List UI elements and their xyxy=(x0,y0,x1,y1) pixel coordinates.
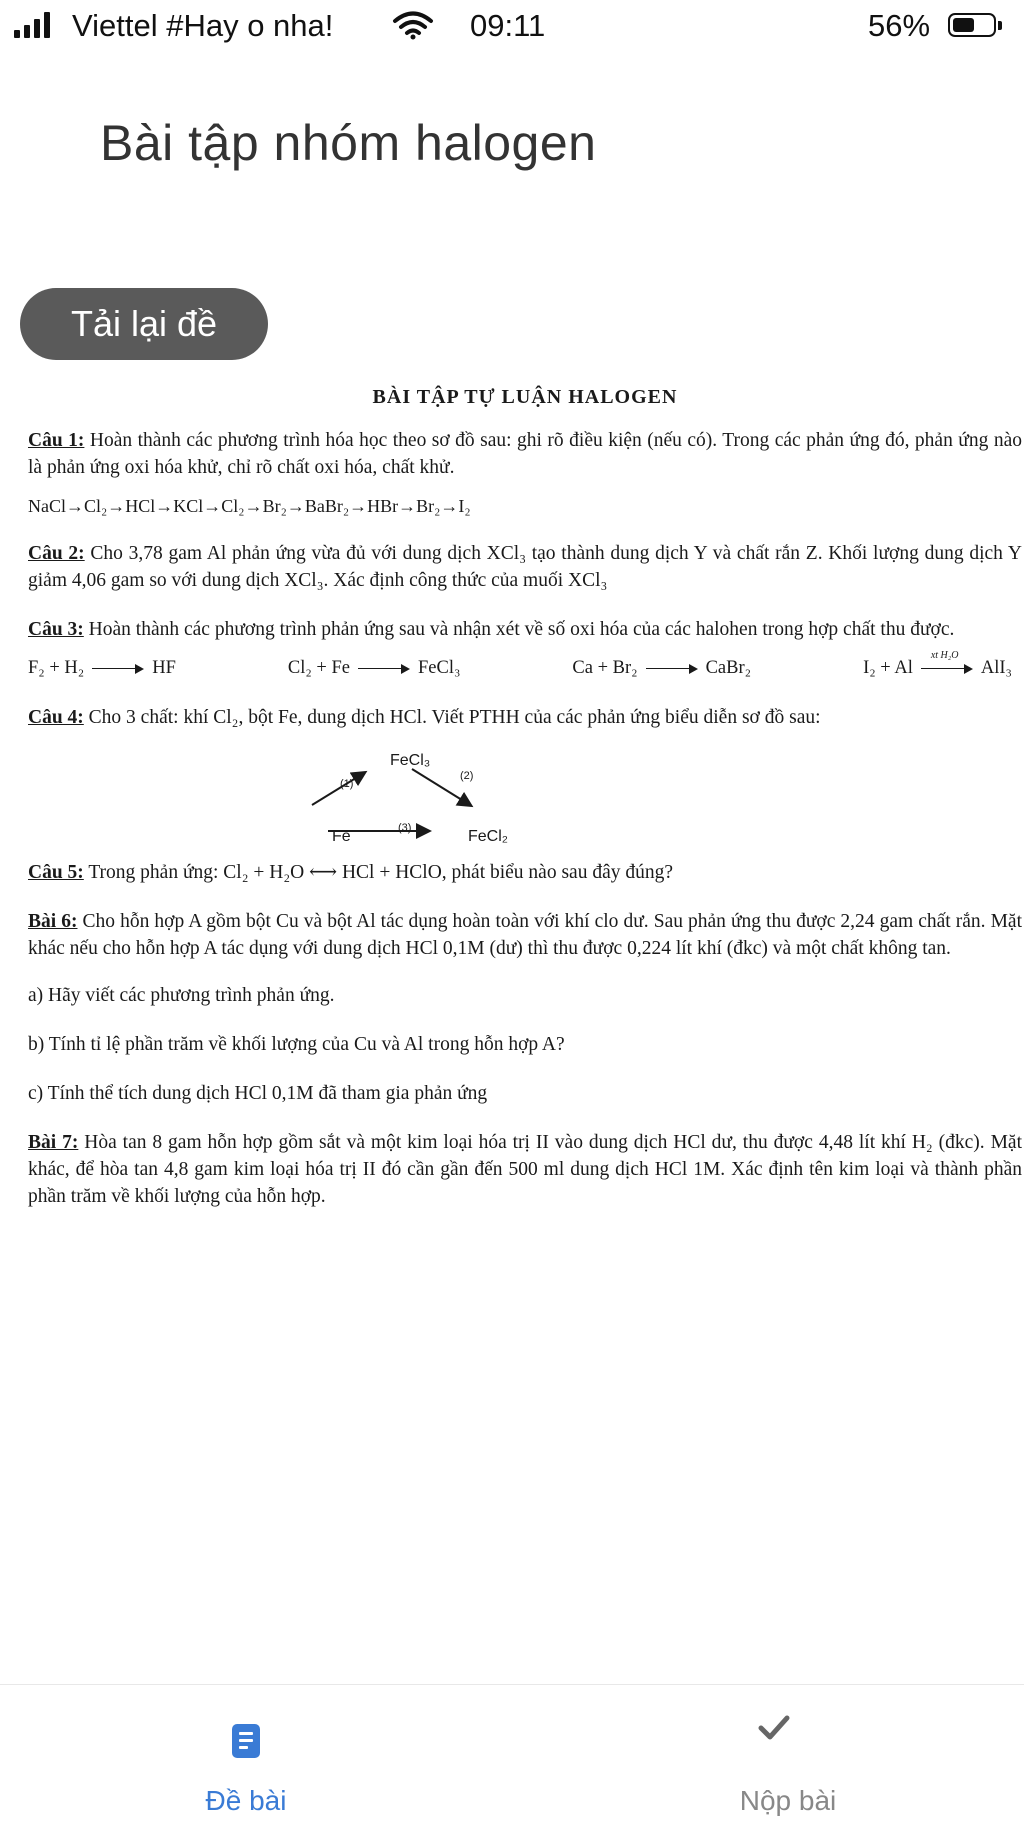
question-text: Cho 3 chất: khí Cl₂, bột Fe, dung dịch HCl. Viết PTHH của các phản ứng biểu diễn sơ đồ sau: xyxy=(83,707,821,728)
arrow-step-1 xyxy=(312,773,364,805)
battery-percent: 56% xyxy=(868,8,931,43)
equation: I₂ + Al xt H₂O AlI₃ xyxy=(863,655,1012,682)
question-6 xyxy=(28,908,1022,962)
carrier-name: Viettel #Hay o nha! xyxy=(72,8,334,43)
equation: Ca + Br₂ CaBr₂ xyxy=(572,658,752,678)
checkmark-icon xyxy=(757,1713,791,1741)
tab-label: Nộp bài xyxy=(739,1785,837,1816)
question-label: Câu 2: xyxy=(28,543,85,564)
question-1 xyxy=(28,427,1022,481)
exam-document xyxy=(28,384,1022,1222)
arrow-icon xyxy=(646,664,698,674)
battery-icon xyxy=(948,13,996,37)
question-5 xyxy=(28,859,1022,886)
document-title: BÀI TẬP TỰ LUẬN HALOGEN xyxy=(372,386,678,408)
question-text: Cho hỗn hợp A gồm bột Cu và bột Al tác dụng hoàn toàn với khí clo dư. Sau phản ứng thu được 2,24 gam chất rắn. Mặt khác nếu cho hỗn hợp A tác dụng với dung dịch HCl 0,1M (dư) thì thu được 0,224 lít khí (đkc) và một chất không tan. xyxy=(28,911,1023,959)
question-part: a) Hãy viết các phương trình phản ứng. xyxy=(28,985,335,1006)
clock: 09:11 xyxy=(470,8,546,43)
signal-icon xyxy=(14,12,50,38)
question-part: b) Tính tỉ lệ phần trăm về khối lượng của Cu và Al trong hỗn hợp A? xyxy=(28,1034,565,1055)
diagram-step-label: (3) xyxy=(398,822,412,834)
question-2 xyxy=(28,540,1022,594)
equation: Cl₂ + Fe FeCl₃ xyxy=(287,658,461,678)
question-text: Hoàn thành các phương trình hóa học theo sơ đồ sau: ghi rõ điều kiện (nếu có). Trong các phản ứng đó, phản ứng nào là phản ứng oxi hóa khử, chỉ rõ chất oxi hóa, chất khử. xyxy=(28,430,1023,478)
question-label: Câu 1: xyxy=(28,430,85,451)
tab-de-bai[interactable] xyxy=(0,1685,512,1823)
question-label: Câu 5: xyxy=(28,862,84,883)
page-title: Bài tập nhóm halogen xyxy=(100,115,597,171)
diagram-node-left: Fe xyxy=(332,828,351,845)
reaction-diagram xyxy=(28,743,1022,847)
question-part: c) Tính thể tích dung dịch HCl 0,1M đã tham gia phản ứng xyxy=(28,1083,488,1104)
reaction-chain: NaCl→Cl₂→HCl→KCl→Cl₂→Br₂→BaBr₂→HBr→Br₂→I₂ xyxy=(28,496,471,516)
diagram-step-label: (1) xyxy=(340,778,354,790)
reaction-condition: xt H₂O xyxy=(930,650,959,661)
reload-exam-button[interactable]: Tải lại đề xyxy=(20,288,268,360)
question-4 xyxy=(28,704,1022,731)
battery-fill xyxy=(953,18,974,32)
question-label: Câu 4: xyxy=(28,707,84,728)
diagram-node-top: FeCl₃ xyxy=(390,752,431,769)
question-label: Bài 6: xyxy=(28,911,78,932)
question-label: Câu 3: xyxy=(28,619,84,640)
document-icon xyxy=(231,1723,261,1759)
question-label: Bài 7: xyxy=(28,1132,79,1153)
question-3 xyxy=(28,616,1022,643)
diagram-step-label: (2) xyxy=(460,770,474,782)
equation-row xyxy=(28,650,1012,682)
arrow-icon xyxy=(921,664,973,674)
question-text: Hoàn thành các phương trình phản ứng sau và nhận xét về số oxi hóa của các halohen trong hợp chất thu được. xyxy=(83,619,955,640)
bottom-tab-bar xyxy=(0,1684,1024,1823)
tab-label: Đề bài xyxy=(205,1785,287,1816)
equation: F₂ + H₂ HF xyxy=(28,658,176,678)
arrow-icon xyxy=(92,664,144,674)
question-text: Cho 3,78 gam Al phản ứng vừa đủ với dung dịch XCl₃ tạo thành dung dịch Y và chất rắn Z. Khối lượng dung dịch Y giảm 4,06 gam so với dung dịch XCl₃. Xác định công thức của muối XCl₃ xyxy=(28,543,1022,591)
arrow-icon xyxy=(358,664,410,674)
diagram-node-right: FeCl₂ xyxy=(468,828,508,845)
tab-nop-bai[interactable] xyxy=(512,1685,1024,1823)
wifi-icon xyxy=(392,10,434,40)
status-bar xyxy=(0,0,1024,56)
question-text: Trong phản ứng: Cl₂ + H₂O ⟷ HCl + HClO, phát biểu nào sau đây đúng? xyxy=(83,862,674,883)
question-7 xyxy=(28,1129,1022,1210)
question-text: Hòa tan 8 gam hỗn hợp gồm sắt và một kim loại hóa trị II vào dung dịch HCl dư, thu được 4,48 lít khí H₂ (đkc). Mặt khác, để hòa tan 4,8 gam kim loại hóa trị II đó cần gần đến 500 ml dung dịch HCl 1M. Xác định tên kim loại và thành phần phần trăm về khối lượng của hỗn hợp. xyxy=(28,1132,1022,1207)
